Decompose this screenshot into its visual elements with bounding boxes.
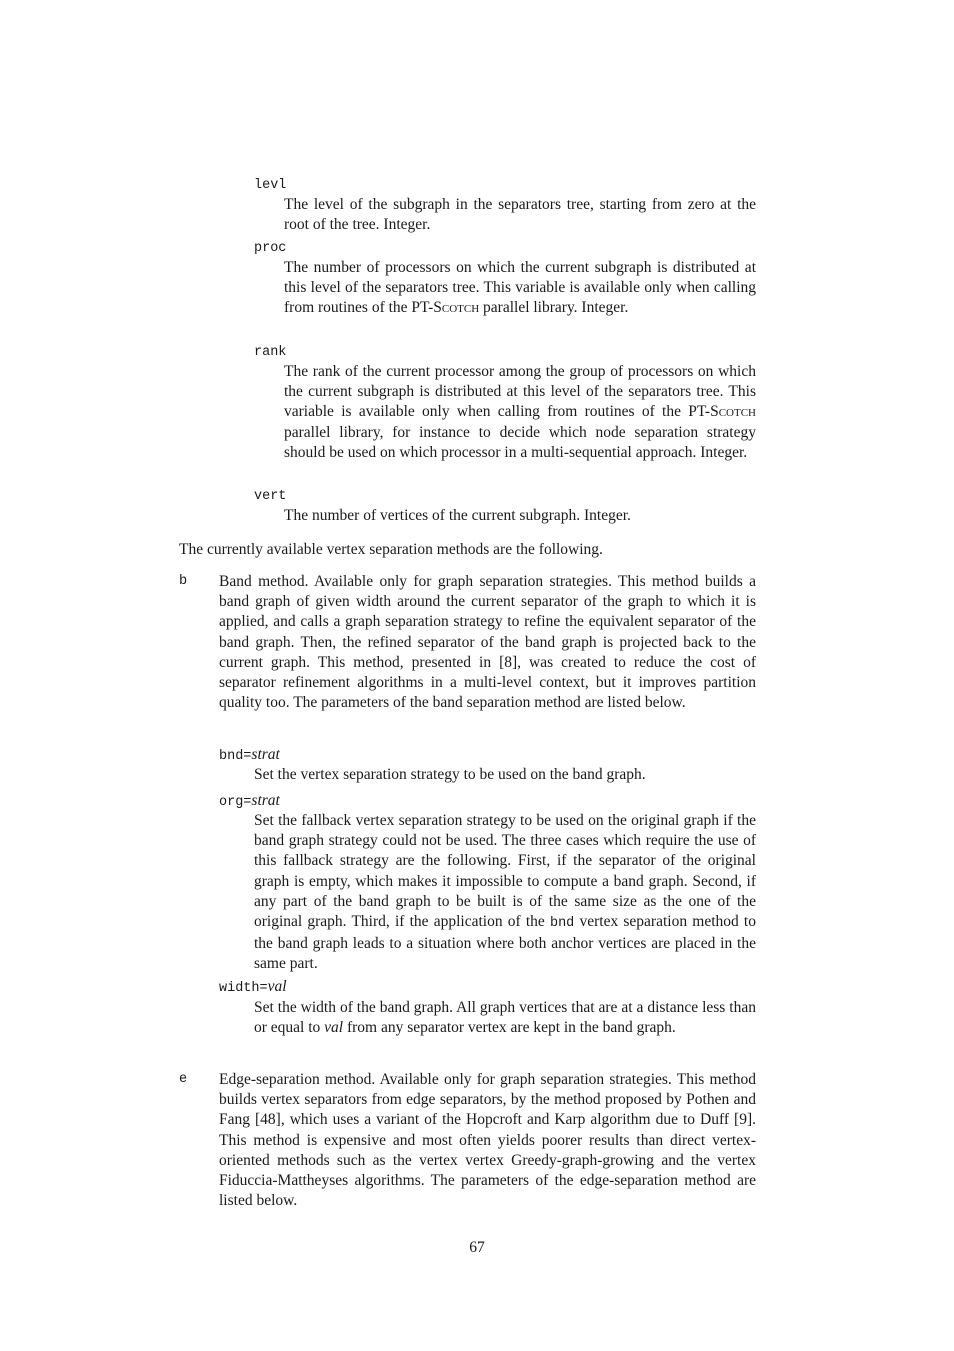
param-org-desc [254,811,756,975]
param-bnd-arg: strat [251,746,280,763]
method-desc-b: Band method. Available only for graph separation strategies. This method builds a band graph of given width around the current separator of the graph to which it is applied, and calls a graph separation strategy to refine the equivalent separator of the band graph. Then, the refined separator of the band graph is projected back to the current graph. This method, presented in [8], was created to reduce the cost of separator refinement algorithms in a multi-level context, but it improves partition quality too. The parameters of the band separation method are listed below. [219,573,756,712]
desc-rank [284,362,756,463]
term-levl: levl [254,178,287,193]
desc-rank-text-b: parallel library, for instance to decide which node separation strategy should be used on which processor in a multi-sequential approach. Integer. [284,423,756,461]
library-name-prefix: PT- [411,299,434,317]
param-width-desc-a: Set the width of the band graph. All graph vertices that are at a distance less than or equal to [254,999,756,1037]
param-org-code: bnd [549,916,575,932]
param-bnd [219,745,280,765]
term-proc: proc [254,241,287,256]
param-org-desc-b: vertex separation method to the band graph leads to a situation where both anchor vertices are placed in the same part. [254,913,756,973]
param-width-name: width= [219,981,268,996]
desc-vert: The number of vertices of the current subgraph. Integer. [284,507,631,524]
desc-levl: The level of the subgraph in the separators tree, starting from zero at the root of the tree. Integer. [284,196,756,234]
method-desc-e: Edge-separation method. Available only for graph separation strategies. This method builds vertex separators from edge separators, by the method proposed by Pothen and Fang [48], which uses a variant of the Hopcroft and Karp algorithm due to Duff [9]. This method is expensive and most often yields poorer results than direct vertex-oriented methods such as the vertex vertex Greedy-graph-growing and the vertex Fiduccia-Mattheyses algorithms. The parameters of the edge-separation method are listed below. [219,1071,756,1210]
methods-intro: The currently available vertex separation methods are the following. [179,541,603,558]
param-width-arg: val [267,978,287,995]
param-bnd-name: bnd= [219,749,252,764]
param-width [219,977,287,997]
param-width-desc-b: from any separator vertex are kept in the band graph. [343,1019,676,1037]
method-key-e: e [179,1072,188,1087]
param-org [219,791,280,811]
param-org-desc-a: Set the fallback vertex separation strategy to be used on the original graph if the band graph strategy could not be used. The three cases which require the use of this fallback strategy are the following. First, if the separator of the original graph is empty, which makes it impossible to compute a band graph. Second, if any part of the band graph to be built is of the same size as the one of the original graph. Third, if the application of the [254,812,756,931]
param-width-var: val [324,1019,344,1037]
term-vert: vert [254,489,287,504]
param-org-arg: strat [251,792,280,809]
library-name: Scotch [433,299,480,317]
page-number: 67 [469,1239,485,1256]
term-rank: rank [254,345,287,360]
param-bnd-desc: Set the vertex separation strategy to be used on the band graph. [254,766,646,783]
method-key-b: b [179,574,188,589]
param-width-desc [254,998,756,1038]
desc-rank-text-a: The rank of the current processor among the group of processors on which the current subgraph is distributed at this level of the separators tree. This variable is available only when calling from routines of the [284,363,756,421]
desc-proc-text-b: parallel library. Integer. [479,299,629,317]
library-name-prefix: PT- [688,403,711,421]
desc-proc [284,258,756,319]
param-org-name: org= [219,795,252,810]
desc-proc-text-a: The number of processors on which the current subgraph is distributed at this level of the separators tree. This variable is available only when calling from routines of the [284,259,756,317]
library-name: Scotch [710,403,756,421]
